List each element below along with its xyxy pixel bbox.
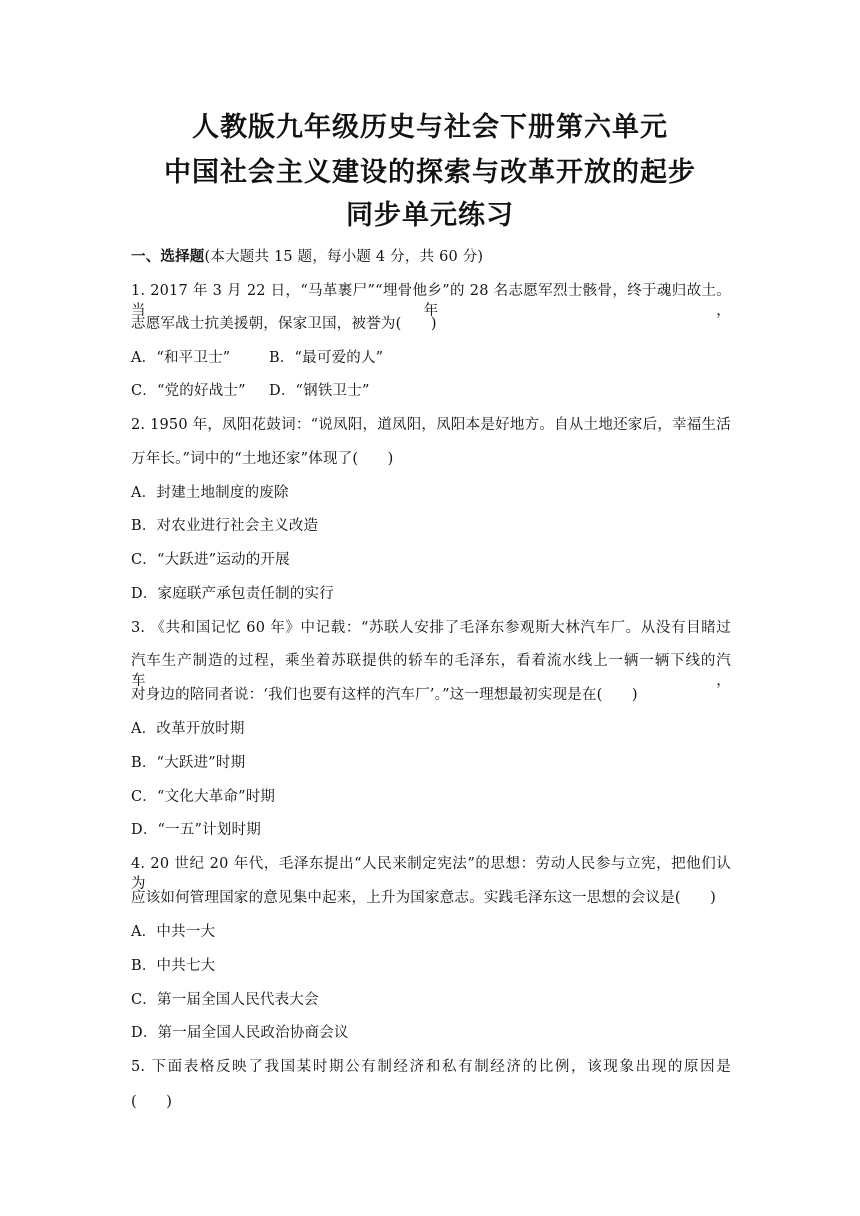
question-2-option-b: B．对农业进行社会主义改造: [131, 518, 319, 534]
question-3-stem-line-3: 对身边的陪同者说：‘我们也要有这样的汽车厂’。”这一理想最初实现是在( ): [131, 687, 638, 703]
question-1-options-row-1: [131, 348, 731, 368]
question-5-stem-line-1: 5. 下面表格反映了我国某时期公有制经济和私有制经济的比例，该现象出现的原因是: [131, 1059, 731, 1075]
section-heading: [131, 247, 731, 267]
question-4-option-b: B．中共七大: [131, 958, 216, 974]
question-4-option-a: A．中共一大: [131, 924, 216, 940]
section-heading-label: 一、选择题: [131, 248, 205, 265]
question-3-option-a: A．改革开放时期: [131, 721, 245, 737]
title-line-3: 同步单元练习: [346, 200, 514, 231]
question-2-stem-line-1: 2. 1950 年，凤阳花鼓词：“说凤阳，道凤阳，凤阳本是好地方。自从土地还家后，幸福生活: [131, 417, 731, 433]
question-3-stem-line-2: 汽车生产制造的过程，乘坐着苏联提供的轿车的毛泽东，看着流水线上一辆一辆下线的汽车，: [131, 653, 731, 689]
question-3-option-c: C．“文化大革命”时期: [131, 789, 276, 805]
question-4-option-d: D．第一届全国人民政治协商会议: [131, 1025, 349, 1041]
question-2-stem-line-2: 万年长。”词中的“土地还家”体现了( ): [131, 451, 394, 467]
question-3-stem-line-1: 3. 《共和国记忆 60 年》中记载：“苏联人安排了毛泽东参观斯大林汽车厂。从没有目睹过: [131, 620, 731, 636]
question-3-option-b: B．“大跃进”时期: [131, 755, 246, 771]
question-2-option-d: D．家庭联产承包责任制的实行: [131, 586, 334, 602]
question-4-option-c: C．第一届全国人民代表大会: [131, 992, 319, 1008]
question-1-option-d: D．“钢铁卫士”: [269, 383, 370, 399]
title-line-1: 人教版九年级历史与社会下册第六单元: [192, 112, 668, 143]
title-line-2: 中国社会主义建设的探索与改革开放的起步: [164, 157, 696, 188]
question-2-option-c: C．“大跃进”运动的开展: [131, 552, 290, 568]
question-1-option-c: C．“党的好战士”: [131, 383, 246, 399]
question-4-stem-line-1: 4. 20 世纪 20 年代，毛泽东提出“人民来制定宪法”的思想：劳动人民参与立宪，把他们认为: [131, 856, 731, 892]
question-3-option-d: D．“一五”计划时期: [131, 822, 261, 838]
question-1-option-b: B．“最可爱的人”: [269, 350, 384, 366]
question-1-stem-line-1: 1. 2017 年 3 月 22 日，“马革裹尸”“埋骨他乡”的 28 名志愿军烈士骸骨，终于魂归故土。当年，: [131, 283, 731, 319]
question-1-options-row-2: [131, 381, 731, 401]
question-1-option-a: A．“和平卫士”: [131, 350, 231, 366]
question-1-stem-line-2: 志愿军战士抗美援朝，保家卫国，被誉为( ): [131, 316, 437, 332]
question-5-stem-line-2: ( ): [131, 1094, 173, 1110]
question-2-option-a: A．封建土地制度的废除: [131, 485, 289, 501]
question-4-stem-line-2: 应该如何管理国家的意见集中起来，上升为国家意志。实践毛泽东这一思想的会议是( ): [131, 890, 717, 906]
section-heading-note: (本大题共 15 题，每小题 4 分，共 60 分): [204, 249, 484, 265]
